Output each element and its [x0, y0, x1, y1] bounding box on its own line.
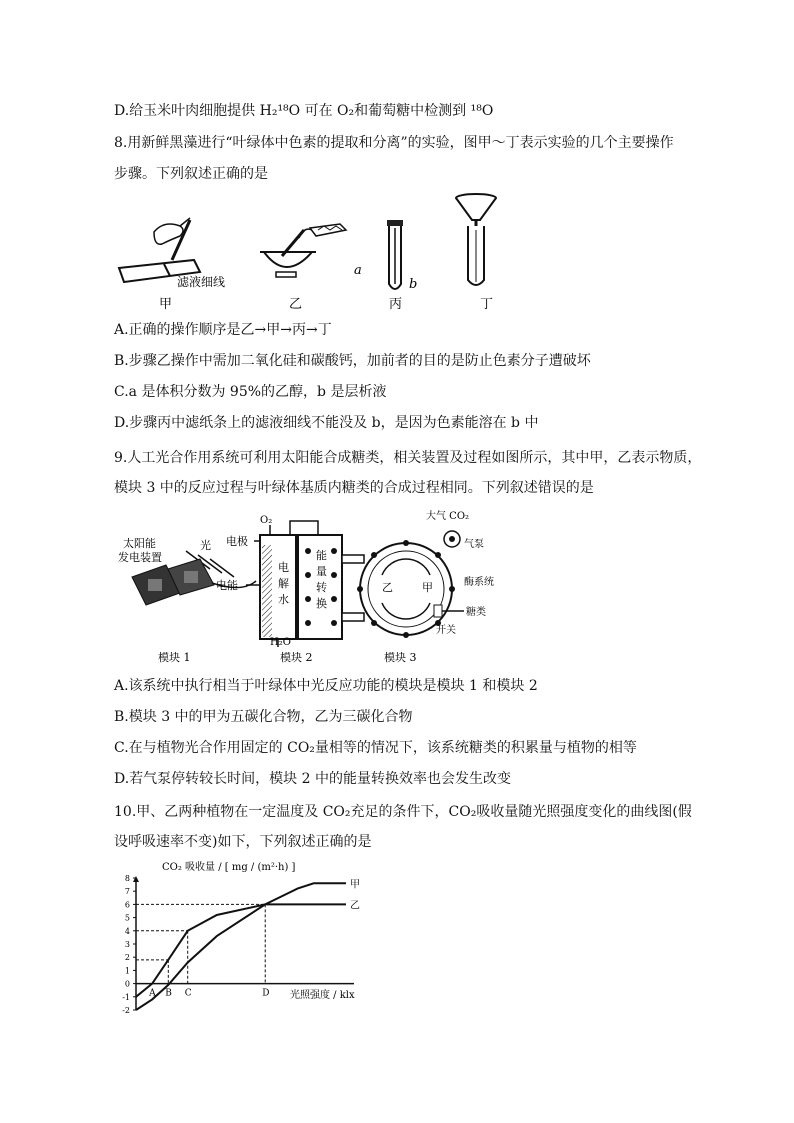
- svg-text:酶系统: 酶系统: [464, 577, 494, 588]
- q8-figure: [114, 190, 694, 320]
- svg-text:大气 CO₂: 大气 CO₂: [426, 511, 470, 522]
- q9-option-d: D.若气泵停转较长时间，模块 2 中的能量转换效率也会发生改变: [114, 771, 511, 787]
- y-tick-label: 4: [124, 926, 130, 936]
- step-yi-illustration: [260, 224, 362, 312]
- svg-text:太阳能: 太阳能: [123, 537, 156, 550]
- x-tick-label: C: [184, 988, 192, 999]
- y-axis-arrow: [133, 876, 139, 882]
- q10-stem-line2: 设呼吸速率不变)如下，下列叙述正确的是: [114, 834, 372, 850]
- q10-stem-line1: 10.甲、乙两种植物在一定温度及 CO₂充足的条件下，CO₂吸收量随光照强度变化的曲线图(假: [114, 804, 692, 820]
- svg-text:电: 电: [278, 561, 289, 574]
- q9-option-b: B.模块 3 中的甲为五碳化合物，乙为三碳化合物: [114, 709, 413, 725]
- y-tick-label: -2: [122, 1006, 130, 1015]
- label-jia: 甲: [159, 297, 173, 312]
- q8-option-a: A.正确的操作顺序是乙→甲→丙→丁: [114, 322, 332, 338]
- step-ding-illustration: [456, 194, 496, 312]
- svg-text:转: 转: [316, 581, 327, 594]
- svg-text:模块 2: 模块 2: [280, 651, 313, 664]
- series-label-1: 乙: [350, 900, 360, 912]
- step-jia-illustration: [119, 218, 225, 312]
- q9-option-c: C.在与植物光合作用固定的 CO₂量相等的情况下，该系统糖类的积累量与植物的相等: [114, 740, 637, 756]
- svg-text:量: 量: [316, 565, 327, 578]
- q8-option-c: C.a 是体积分数为 95%的乙醇，b 是层析液: [114, 384, 387, 400]
- q9-stem-line1: 9.人工光合作用系统可利用太阳能合成糖类，相关装置及过程如图所示，其中甲，乙表示物质，: [114, 450, 702, 466]
- chart-title: CO₂ 吸收量 / [ mg / (m²·h) ]: [162, 862, 296, 873]
- q9-figure: [118, 505, 518, 667]
- svg-text:光: 光: [200, 539, 211, 552]
- svg-text:甲: 甲: [422, 581, 433, 594]
- svg-text:H₂O: H₂O: [270, 637, 291, 648]
- svg-text:糖类: 糖类: [466, 607, 486, 618]
- svg-text:气泵: 气泵: [464, 539, 484, 550]
- svg-text:电极: 电极: [226, 535, 248, 548]
- q7-option-d: D.给玉米叶肉细胞提供 H₂¹⁸O 可在 O₂和葡萄糖中检测到 ¹⁸O: [114, 103, 494, 119]
- y-tick-label: 5: [124, 913, 130, 923]
- q8-option-b: B.步骤乙操作中需加二氧化硅和碳酸钙，加前者的目的是防止色素分子遭破坏: [114, 353, 591, 369]
- chart-xlabel: 光照强度 / klx: [290, 990, 355, 1001]
- label-filter-line: 滤液细线: [177, 275, 226, 289]
- y-tick-label: 7: [124, 887, 130, 897]
- svg-text:能: 能: [316, 549, 327, 562]
- q8-option-d: D.步骤丙中滤纸条上的滤液细线不能没及 b，是因为色素能溶在 b 中: [114, 415, 539, 431]
- svg-text:O₂: O₂: [260, 515, 273, 526]
- svg-text:电能: 电能: [216, 579, 238, 592]
- step-bing-illustration: [387, 220, 417, 312]
- series-label-0: 甲: [350, 879, 360, 891]
- svg-text:开关: 开关: [436, 625, 456, 636]
- svg-text:解: 解: [278, 577, 289, 590]
- y-tick-label: 3: [124, 940, 130, 949]
- y-tick-label: 2: [124, 953, 130, 963]
- y-tick-label: 0: [124, 979, 130, 989]
- svg-text:乙: 乙: [382, 581, 393, 594]
- module1-solar-device: [118, 536, 260, 664]
- y-tick-label: 1: [124, 966, 130, 976]
- svg-text:模块 3: 模块 3: [384, 651, 417, 664]
- q9-stem-line2: 模块 3 中的反应过程与叶绿体基质内糖类的合成过程相同。下列叙述错误的是: [114, 480, 594, 496]
- svg-text:换: 换: [316, 597, 327, 610]
- label-a: a: [354, 263, 362, 278]
- x-tick-label: D: [262, 988, 270, 999]
- x-tick-label: B: [165, 988, 172, 999]
- module3-enzyme-system: [357, 509, 494, 664]
- y-tick-label: 6: [124, 900, 130, 910]
- svg-text:发电装置: 发电装置: [118, 551, 162, 564]
- x-tick-label: A: [149, 988, 156, 999]
- label-bing: 丙: [389, 297, 403, 312]
- svg-text:水: 水: [278, 593, 289, 606]
- label-ding: 丁: [480, 297, 494, 312]
- y-tick-label: 8: [124, 874, 130, 883]
- label-yi: 乙: [289, 297, 303, 312]
- label-b: b: [409, 277, 418, 292]
- q8-stem-line2: 步骤。下列叙述正确的是: [114, 166, 268, 182]
- svg-text:模块 1: 模块 1: [158, 651, 191, 664]
- module2-electrolysis: [226, 515, 342, 664]
- q10-co2-chart: [114, 858, 374, 1018]
- q9-option-a: A.该系统中执行相当于叶绿体中光反应功能的模块是模块 1 和模块 2: [114, 678, 538, 694]
- q8-stem-line1: 8.用新鲜黑藻进行“叶绿体中色素的提取和分离”的实验，图甲～丁表示实验的几个主要操作: [114, 135, 674, 151]
- y-tick-label: -1: [122, 992, 130, 1002]
